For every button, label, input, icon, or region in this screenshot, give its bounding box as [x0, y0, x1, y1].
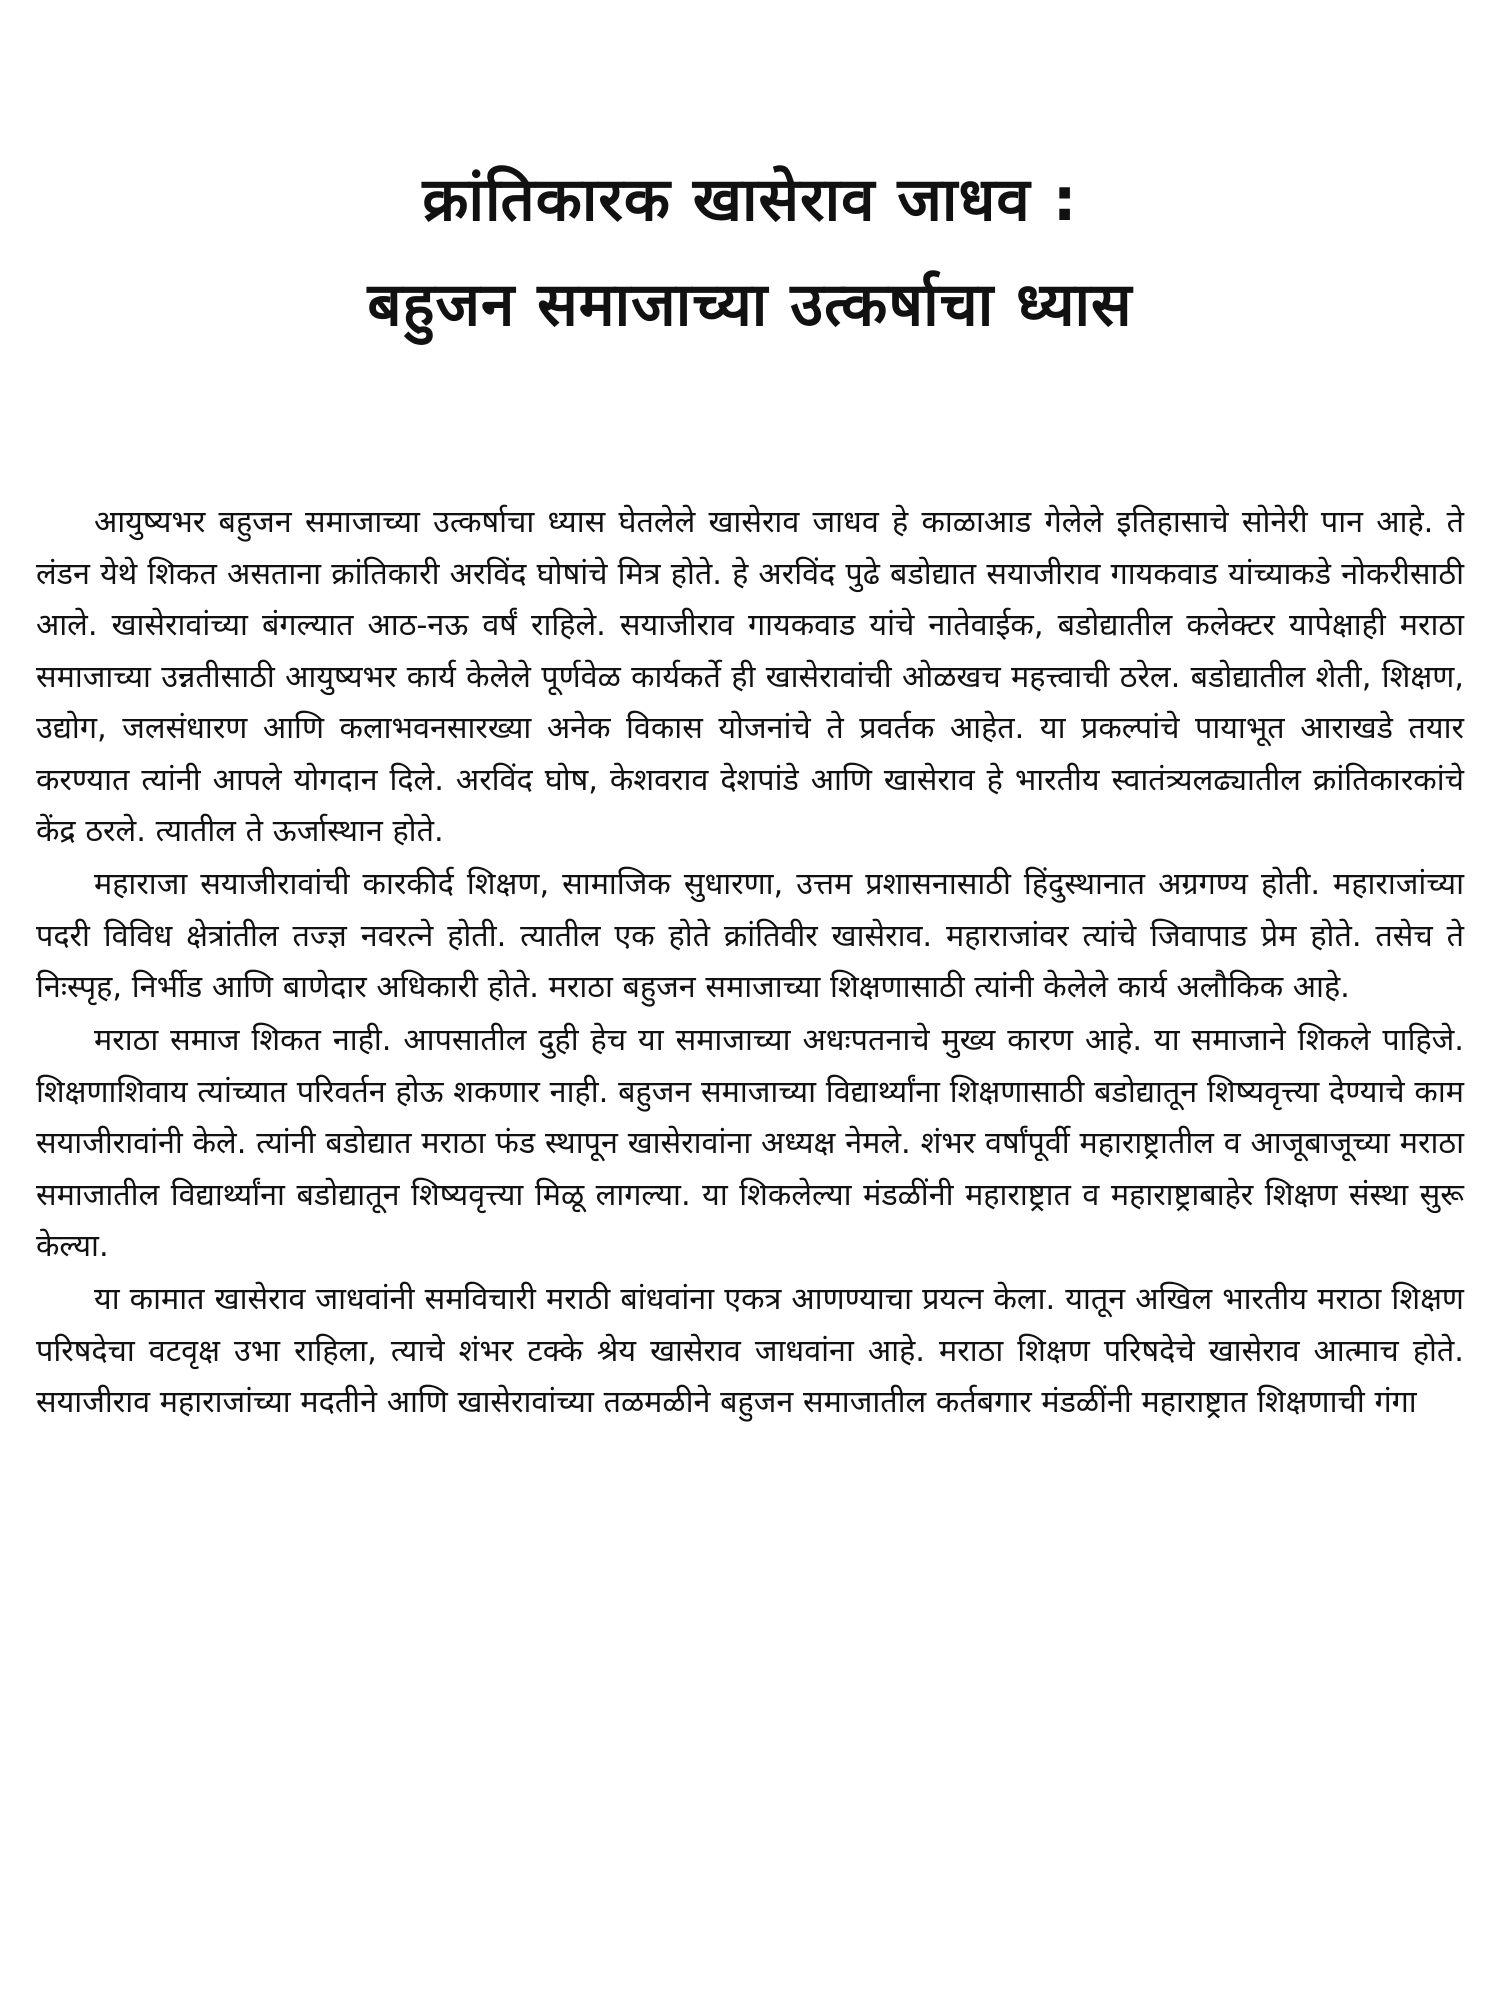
- title-line-2: बहुजन समाजाच्या उत्कर्षाचा ध्यास: [367, 270, 1133, 340]
- paragraph-2: महाराजा सयाजीरावांची कारकीर्द शिक्षण, सामाजिक सुधारणा, उत्तम प्रशासनासाठी हिंदुस्थानात अग्रगण्य होती. महाराजांच्या पदरी विविध क्षेत्रांतील तज्ज्ञ नवरत्ने होती. त्यातील एक होते क्रांतिवीर खासेराव. महाराजांवर त्यांचे जिवापाड प्रेम होते. तसेच ते निःस्पृह, निर्भीड आणि बाणेदार अधिकारी होते. मराठा बहुजन समाजाच्या शिक्षणासाठी त्यांनी केलेले कार्य अलौकिक आहे.: [36, 867, 1464, 1005]
- paragraph-3: मराठा समाज शिकत नाही. आपसातील दुही हेच या समाजाच्या अधःपतनाचे मुख्य कारण आहे. या समाजाने शिकले पाहिजे. शिक्षणाशिवाय त्यांच्यात परिवर्तन होऊ शकणार नाही. बहुजन समाजाच्या विद्यार्थ्यांना शिक्षणासाठी बडोद्यातून शिष्यवृत्त्या देण्याचे काम सयाजीरावांनी केले. त्यांनी बडोद्यात मराठा फंड स्थापून खासेरावांना अध्यक्ष नेमले. शंभर वर्षांपूर्वी महाराष्ट्रातील व आजूबाजूच्या मराठा समाजातील विद्यार्थ्यांना बडोद्यातून शिष्यवृत्त्या मिळू लागल्या. या शिकलेल्या मंडळींनी महाराष्ट्रात व महाराष्ट्राबाहेर शिक्षण संस्था सुरू केल्या.: [36, 1023, 1464, 1264]
- article-body: [36, 497, 1464, 1430]
- document-title: [0, 148, 1500, 358]
- paragraph-4: या कामात खासेराव जाधवांनी समविचारी मराठी बांधवांना एकत्र आणण्याचा प्रयत्न केला. यातून अखिल भारतीय मराठा शिक्षण परिषदेचा वटवृक्ष उभा राहिला, त्याचे शंभर टक्के श्रेय खासेराव जाधवांना आहे. मराठा शिक्षण परिषदेचे खासेराव आत्माच होते. सयाजीराव महाराजांच्या मदतीने आणि खासेरावांच्या तळमळीने बहुजन समाजातील कर्तबगार मंडळींनी महाराष्ट्रात शिक्षणाची गंगा: [36, 1282, 1464, 1420]
- title-line-1: क्रांतिकारक खासेराव जाधव :: [422, 165, 1078, 235]
- paragraph-1: आयुष्यभर बहुजन समाजाच्या उत्कर्षाचा ध्यास घेतलेले खासेराव जाधव हे काळाआड गेलेले इतिहासाचे सोनेरी पान आहे. ते लंडन येथे शिकत असताना क्रांतिकारी अरविंद घोषांचे मित्र होते. हे अरविंद पुढे बडोद्यात सयाजीराव गायकवाड यांच्याकडे नोकरीसाठी आले. खासेरावांच्या बंगल्यात आठ-नऊ वर्षं राहिले. सयाजीराव गायकवाड यांचे नातेवाईक, बडोद्यातील कलेक्टर यापेक्षाही मराठा समाजाच्या उन्नतीसाठी आयुष्यभर कार्य केलेले पूर्णवेळ कार्यकर्ते ही खासेरावांची ओळखच महत्त्वाची ठरेल. बडोद्यातील शेती, शिक्षण, उद्योग, जलसंधारण आणि कलाभवनसारख्या अनेक विकास योजनांचे ते प्रवर्तक आहेत. या प्रकल्पांचे पायाभूत आराखडे तयार करण्यात त्यांनी आपले योगदान दिले. अरविंद घोष, केशवराव देशपांडे आणि खासेराव हे भारतीय स्वातंत्र्यलढ्यातील क्रांतिकारकांचे केंद्र ठरले. त्यातील ते ऊर्जास्थान होते.: [36, 505, 1464, 849]
